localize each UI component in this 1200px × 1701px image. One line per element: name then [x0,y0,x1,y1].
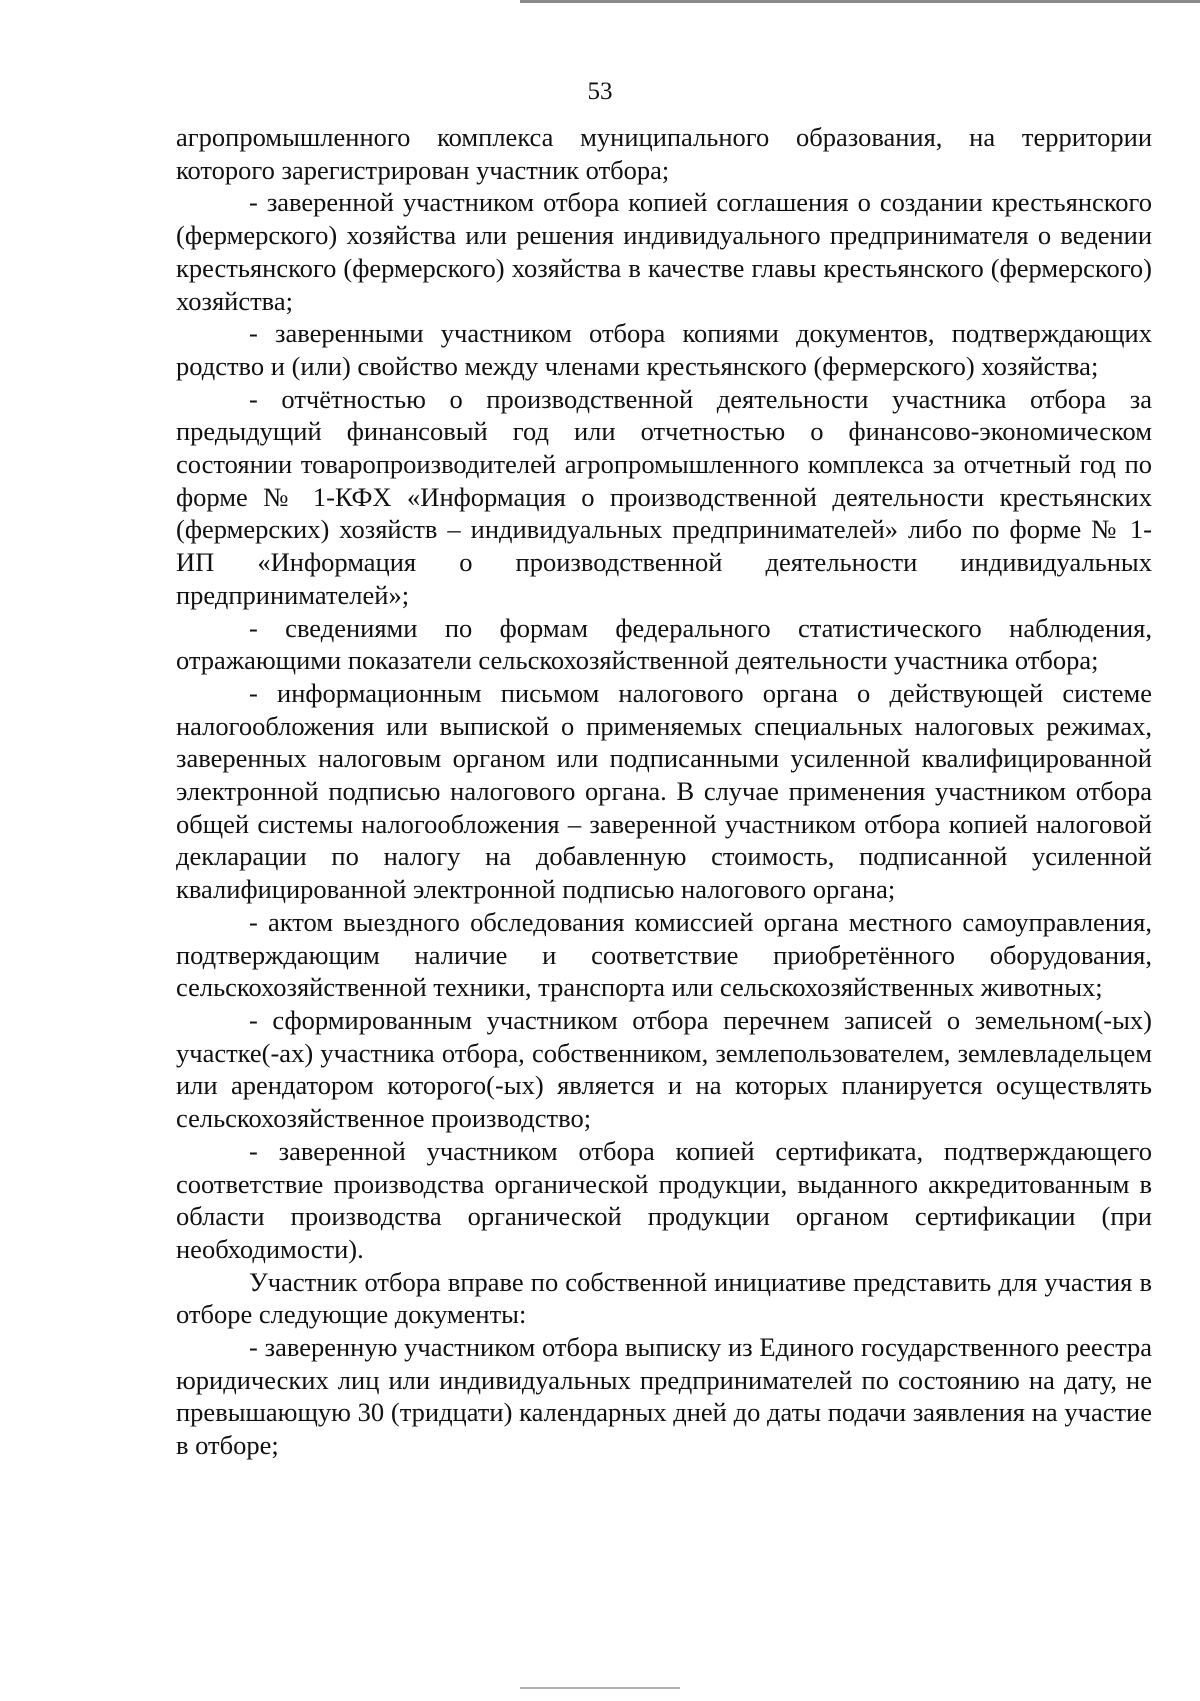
paragraph-optional-documents-intro: Участник отбора вправе по собственной инициативе представить для участия в отборе следующие документы: [176,1266,1152,1330]
paragraph-production-reporting: - отчётностью о производственной деятельности участника отбора за предыдущий финансовый год или отчетностью о финансово-экономическом состоянии товаропроизводителей агропромышленного комплекса за отчетный год по форме № 1-КФХ «Информация о производственной деятельности крестьянских (фермерских) хозяйств – индивидуальных предпринимателей» либо по форме № 1-ИП «Информация о производственной деятельности индивидуальных предпринимателей»; [176,383,1152,610]
paragraph-registry-extract: - заверенную участником отбора выписку из Единого государственного реестра юридических лиц или индивидуальных предпринимателей по состоянию на дату, не превышающую 30 (тридцати) календарных дней до даты подачи заявления на участие в отборе; [176,1332,1152,1461]
paragraph-organic-certificate: - заверенной участником отбора копией сертификата, подтверждающего соответствие производства органической продукции, выданного аккредитованным в области производства органической продукции органом сертификации (при необходимости). [176,1135,1152,1264]
scan-edge-bottom [520,1687,680,1689]
paragraph-continuation: агропромышленного комплекса муниципального образования, на территории которого зарегистрирован участник отбора; [176,122,1152,185]
paragraph-land-plot-records: - сформированным участником отбора перечнем записей о земельном(-ых) участке(-ах) участника отбора, собственником, землепользователем, землевладельцем или арендатором которого(-ых) является и на которых планируется осуществлять сельскохозяйственное производство; [176,1004,1152,1134]
paragraph-inspection-act: - актом выездного обследования комиссией органа местного самоуправления, подтверждающим наличие и соответствие приобретённого оборудования, сельскохозяйственной техники, транспорта или сельскохозяйственных животных; [176,906,1152,1003]
page-number: 53 [587,78,613,105]
scan-edge-top [520,0,1200,3]
document-body [176,121,1152,1462]
paragraph-farm-agreement-copy: - заверенной участником отбора копией соглашения о создании крестьянского (фермерского) хозяйства или решения индивидуального предпринимателя о ведении крестьянского (фермерского) хозяйства в качестве главы крестьянского (фермерского) хозяйства; [176,187,1152,316]
paragraph-kinship-documents: - заверенными участником отбора копиями документов, подтверждающих родство и (или) свойство между членами крестьянского (фермерского) хозяйства; [176,318,1152,381]
paragraph-statistical-observation: - сведениями по формам федерального статистического наблюдения, отражающими показатели сельскохозяйственной деятельности участника отбора; [176,612,1152,676]
paragraph-tax-letter: - информационным письмом налогового органа о действующей системе налогообложения или выпиской о применяемых специальных налоговых режимах, заверенных налоговым органом или подписанными усиленной квалифицированной электронной подписью налогового органа. В случае применения участником отбора общей системы налогообложения – заверенной участником отбора копией налоговой декларации по налогу на добавленную стоимость, подписанной усиленной квалифицированной электронной подписью налогового органа; [176,677,1152,905]
